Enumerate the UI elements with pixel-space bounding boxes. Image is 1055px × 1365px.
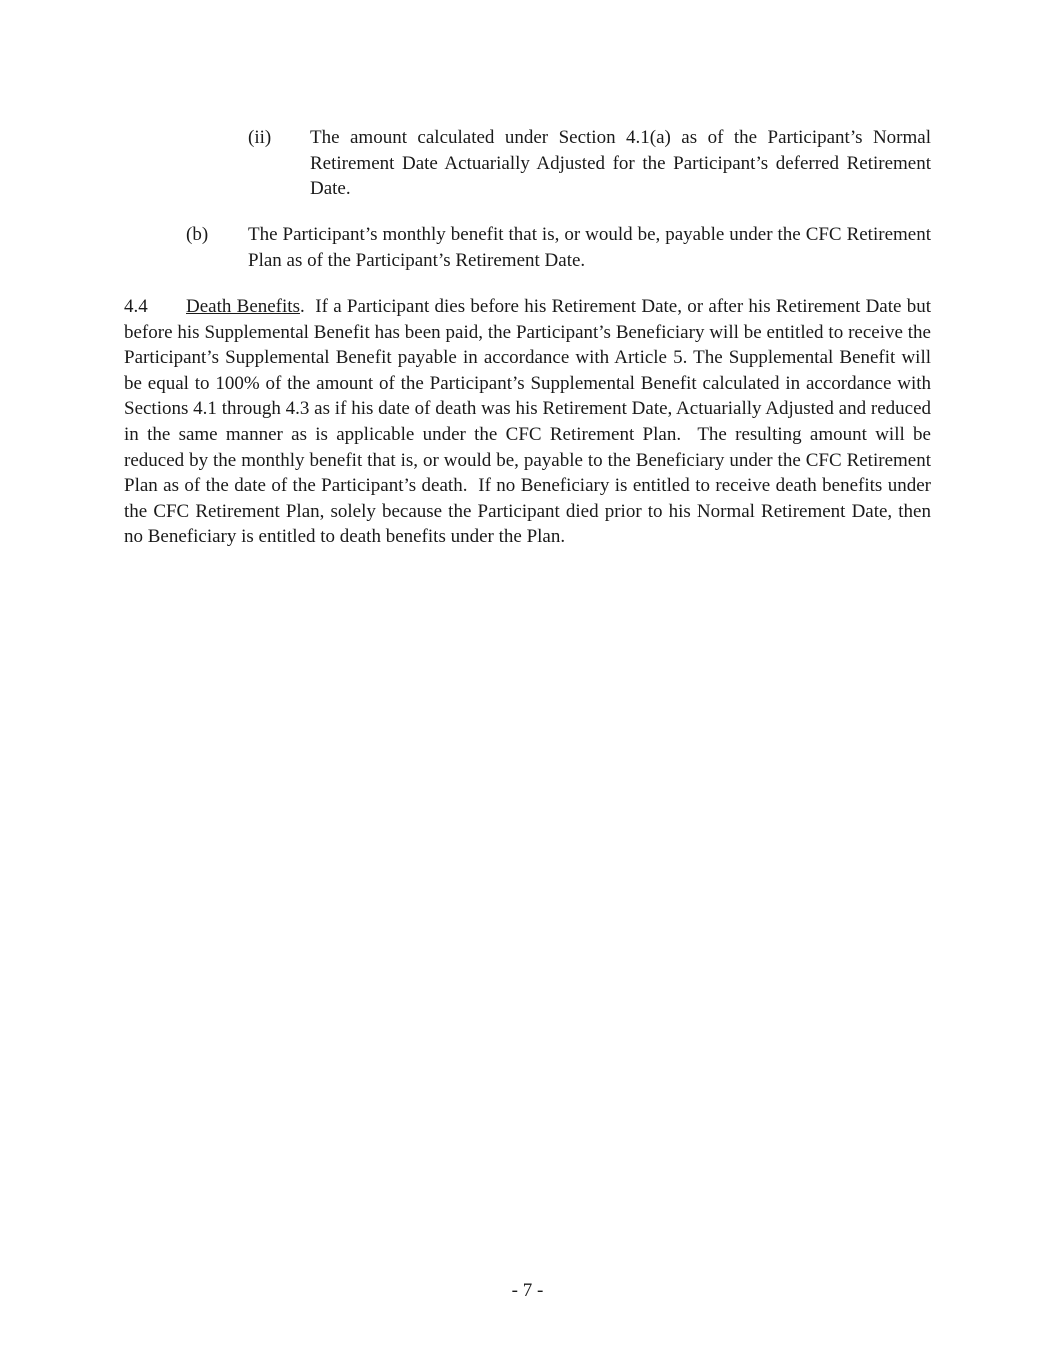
section-number: 4.4 [124,296,148,317]
section-heading: Death Benefits [186,296,300,317]
section-4-4-death-benefits [124,294,936,550]
subclause-ii-text: The amount calculated under Section 4.1(a) as of the Participant’s Normal Retirement Date Actuarially Adjusted for the Participant’s deferred Retirement Date. [310,127,931,200]
clause-b-text: The Participant’s monthly benefit that is, or would be, payable under the CFC Retirement Plan as of the Participant’s Retirement Date. [248,224,931,271]
page-number: - 7 - [511,1280,544,1301]
subclause-ii [248,125,931,202]
section-body: If a Participant dies before his Retirement Date, or after his Retirement Date but before his Supplemental Benefit has been paid, the Participant’s Beneficiary will be entitled to receive the Participant’s Supplemental Benefit payable in accordance with Article 5. The Supplemental Benefit will be equal to 100% of the amount of the Participant’s Supplemental Benefit calculated in accordance with Sections 4.1 through 4.3 as if his date of death was his Retirement Date, Actuarially Adjusted and reduced in the same manner as is applicable under the CFC Retirement Plan. The resulting amount will be reduced by the monthly benefit that is, or would be, payable to the Beneficiary under the CFC Retirement Plan as of the date of the Participant’s death. If no Beneficiary is entitled to receive death benefits under the CFC Retirement Plan, solely because the Participant died prior to his Normal Retirement Date, then no Beneficiary is entitled to death benefits under the Plan. [124,296,936,548]
clause-b-marker: (b) [186,224,209,245]
clause-b [186,222,931,273]
section-heading-suffix: . [299,296,305,317]
subclause-ii-marker: (ii) [248,127,272,148]
